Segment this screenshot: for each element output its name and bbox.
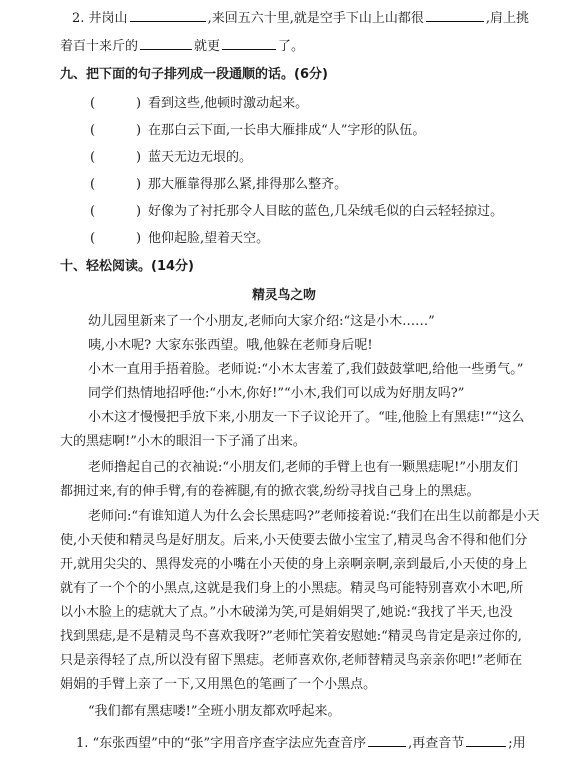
passage-title: 精灵鸟之吻 — [252, 288, 316, 303]
sort-item — [90, 148, 252, 168]
passage-line: 老师撸起自己的衣袖说:“小朋友们,老师的手臂上也有一颗黑痣呢!”小朋友们 — [88, 460, 519, 475]
answer-blank[interactable] — [140, 36, 192, 50]
q2-text-6: 了。 — [278, 39, 305, 54]
passage-line: 开,就用尖尖的、黑得发亮的小嘴在小天使的身上亲啊亲啊,亲到最后,小天使的身上 — [60, 557, 528, 572]
answer-blank[interactable] — [130, 8, 206, 22]
q2-line-1 — [72, 8, 529, 29]
answer-blank[interactable] — [222, 36, 276, 50]
sort-item-text: 他仰起脸,望着天空。 — [148, 231, 270, 246]
q2-text-5: 就更 — [194, 39, 221, 54]
paren-open[interactable]: ( — [90, 231, 96, 246]
answer-blank[interactable] — [466, 733, 506, 747]
sort-item — [90, 175, 347, 195]
sort-item — [90, 121, 425, 141]
passage-line: 小木这才慢慢把手放下来,小朋友一下子议论开了。“哇,他脸上有黑痣!”“这么 — [88, 410, 525, 425]
sort-item-text: 在那白云下面,一长串大雁排成“人”字形的队伍。 — [148, 123, 426, 138]
passage-line: 小木一直用手捂着脸。老师说:“小木太害羞了,我们鼓鼓掌吧,给他一些勇气。” — [88, 362, 524, 377]
sort-item-text: 那大雁靠得那么紧,排得那么整齐。 — [148, 177, 348, 192]
q2-number: 2. — [72, 11, 85, 26]
paren-open[interactable]: ( — [90, 150, 96, 165]
sort-item — [90, 229, 269, 249]
passage-line: 咦,小木呢? 大家东张西望。哦,他躲在老师身后呢! — [88, 338, 373, 353]
answer-blank[interactable] — [426, 8, 484, 22]
passage-line: 使,小天使和精灵鸟是好朋友。后来,小天使要去做小宝宝了,精灵鸟舍不得和他们分 — [60, 533, 528, 548]
passage-line: 娟娟的手臂上亲了一下,又用黑色的笔画了一个小黑点。 — [60, 677, 377, 692]
passage-line: 幼儿园里新来了一个小朋友,老师向大家介绍:“这是小木……” — [88, 314, 435, 329]
passage-line: 同学们热情地招呼他:“小木,你好!”“小木,我们可以成为好朋友吗?” — [88, 386, 465, 401]
passage-line: 都拥过来,有的伸手臂,有的卷裤腿,有的掀衣裳,纷纷寻找自己身上的黑痣。 — [60, 484, 480, 499]
sort-item — [90, 94, 308, 114]
paren-open[interactable]: ( — [90, 204, 96, 219]
sort-item-text: 看到这些,他顿时激动起来。 — [148, 96, 309, 111]
paren-open[interactable]: ( — [90, 123, 96, 138]
passage-line: “我们都有黑痣喽!”全班小朋友都欢呼起来。 — [88, 704, 341, 719]
question-1 — [76, 733, 526, 754]
passage-line: 只是亲得轻了点,所以没有留下黑痣。老师喜欢你,老师替精灵鸟亲亲你吧!”老师在 — [60, 653, 523, 668]
passage-line: 老师问:“有谁知道人为什么会长黑痣吗?”老师接着说:“我们在出生以前都是小天 — [88, 509, 540, 524]
paren-close: ) — [136, 96, 142, 111]
question-1-text-2: ,再查音节 — [408, 736, 465, 751]
section10-heading: 十、轻松阅读。(14分) — [60, 259, 194, 274]
passage-line: 以小木脸上的痣就大了点。”小木破涕为笑,可是娟娟哭了,她说:“我找了半天,也没 — [60, 605, 513, 620]
passage-line: 就有了一个个的小黑点,这就是我们身上的小黑痣。精灵鸟可能特别喜欢小木吧,所 — [60, 581, 524, 596]
paren-close: ) — [136, 123, 142, 138]
paren-close: ) — [136, 231, 142, 246]
q2-text-2: ,来回五六十里,就是空手下山上山都很 — [207, 11, 424, 26]
passage-line: 找到黑痣,是不是精灵鸟不喜欢我呀?”老师忙笑着安慰她:“精灵鸟肯定是亲过你的, — [60, 629, 522, 644]
q2-line-2 — [60, 36, 304, 57]
q2-text-4: 着百十来斤的 — [60, 39, 139, 54]
paren-open[interactable]: ( — [90, 96, 96, 111]
paren-open[interactable]: ( — [90, 177, 96, 192]
q2-text-1: 井岗山 — [88, 11, 128, 26]
sort-item — [90, 202, 503, 222]
passage-line: 大的黑痣啊!”小木的眼泪一下子涌了出来。 — [60, 434, 306, 449]
question-1-text: 1. “东张西望”中的“张”字用音序查字法应先查音序 — [76, 736, 367, 751]
section9-heading: 九、把下面的句子排列成一段通顺的话。(6分) — [60, 67, 328, 82]
paren-close: ) — [136, 150, 142, 165]
q2-text-3: ,肩上挑 — [485, 11, 529, 26]
sort-item-text: 蓝天无边无垠的。 — [148, 150, 253, 165]
sort-item-text: 好像为了衬托那令人目眩的蓝色,几朵绒毛似的白云轻轻掠过。 — [148, 204, 504, 219]
paren-close: ) — [136, 177, 142, 192]
paren-close: ) — [136, 204, 142, 219]
question-1-text-3: ;用 — [508, 736, 526, 751]
answer-blank[interactable] — [368, 733, 406, 747]
